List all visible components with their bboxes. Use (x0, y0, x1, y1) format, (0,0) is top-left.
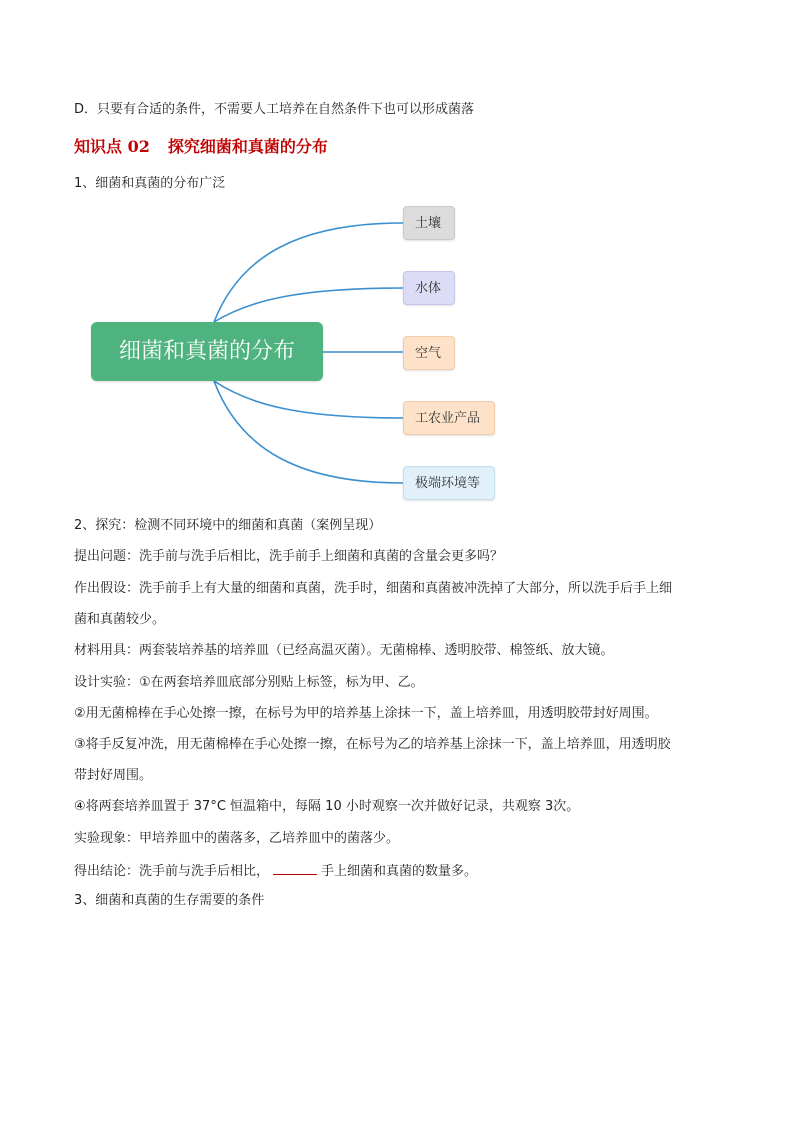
materials-text: 材料用具：两套装培养基的培养皿（已经高温灭菌）。无菌棉棒、透明胶带、棉签纸、放大镜。 (74, 643, 614, 658)
design-step-2: ②用无菌棉棒在手心处擦一擦，在标号为甲的培养基上涂抹一下，盖上培养皿，用透明胶带封好周围。 (74, 706, 658, 721)
mindmap-leaf-soil: 土壤 (403, 206, 455, 240)
design-step-3-line-2: 带封好周围。 (74, 768, 153, 783)
connector-line (214, 381, 403, 418)
option-d: D．只要有合适的条件，不需要人工培养在自然条件下也可以形成菌落 (74, 102, 475, 117)
mindmap-leaf-extreme: 极端环境等 (403, 466, 495, 500)
item1-heading: 1、细菌和真菌的分布广泛 (74, 176, 226, 191)
mindmap-leaf-products: 工农业产品 (403, 401, 495, 435)
section-title: 探究细菌和真菌的分布 (167, 137, 328, 156)
question-text: 提出问题：洗手前与洗手后相比，洗手前手上细菌和真菌的含量会更多吗？ (74, 549, 504, 564)
design-step-4: ④将两套培养皿置于 37°C 恒温箱中，每隔 10 小时观察一次并做好记录，共观察 3次。 (74, 799, 580, 814)
conclusion-text (74, 860, 477, 882)
hypothesis-line-2: 菌和真菌较少。 (74, 612, 166, 627)
mindmap-leaf-water: 水体 (403, 271, 455, 305)
conclusion-before: 得出结论：洗手前与洗手后相比， (74, 864, 270, 879)
section-number: 知识点 02 (74, 137, 150, 156)
design-step-3-line-1: ③将手反复冲洗，用无菌棉棒在手心处擦一擦，在标号为乙的培养基上涂抹一下，盖上培养皿，用透明胶 (74, 737, 671, 752)
conclusion-after: 手上细菌和真菌的数量多。 (321, 864, 478, 879)
hypothesis-line-1: 作出假设：洗手前手上有大量的细菌和真菌，洗手时，细菌和真菌被冲洗掉了大部分，所以洗手后手上细 (74, 581, 673, 596)
mindmap-center-node: 细菌和真菌的分布 (91, 322, 323, 381)
design-step-1: 设计实验：①在两套培养皿底部分别贴上标签，标为甲、乙。 (74, 675, 424, 690)
connector-line (214, 288, 403, 322)
item2-heading: 2、探究：检测不同环境中的细菌和真菌（案例呈现） (74, 518, 382, 533)
connector-line (214, 381, 403, 483)
answer-blank[interactable] (273, 860, 317, 875)
item3-heading: 3、细菌和真菌的生存需要的条件 (74, 893, 265, 908)
mindmap-leaf-air: 空气 (403, 336, 455, 370)
connector-line (214, 223, 403, 322)
phenomenon-text: 实验现象：甲培养皿中的菌落多，乙培养皿中的菌落少。 (74, 831, 400, 846)
section-heading (74, 134, 328, 157)
